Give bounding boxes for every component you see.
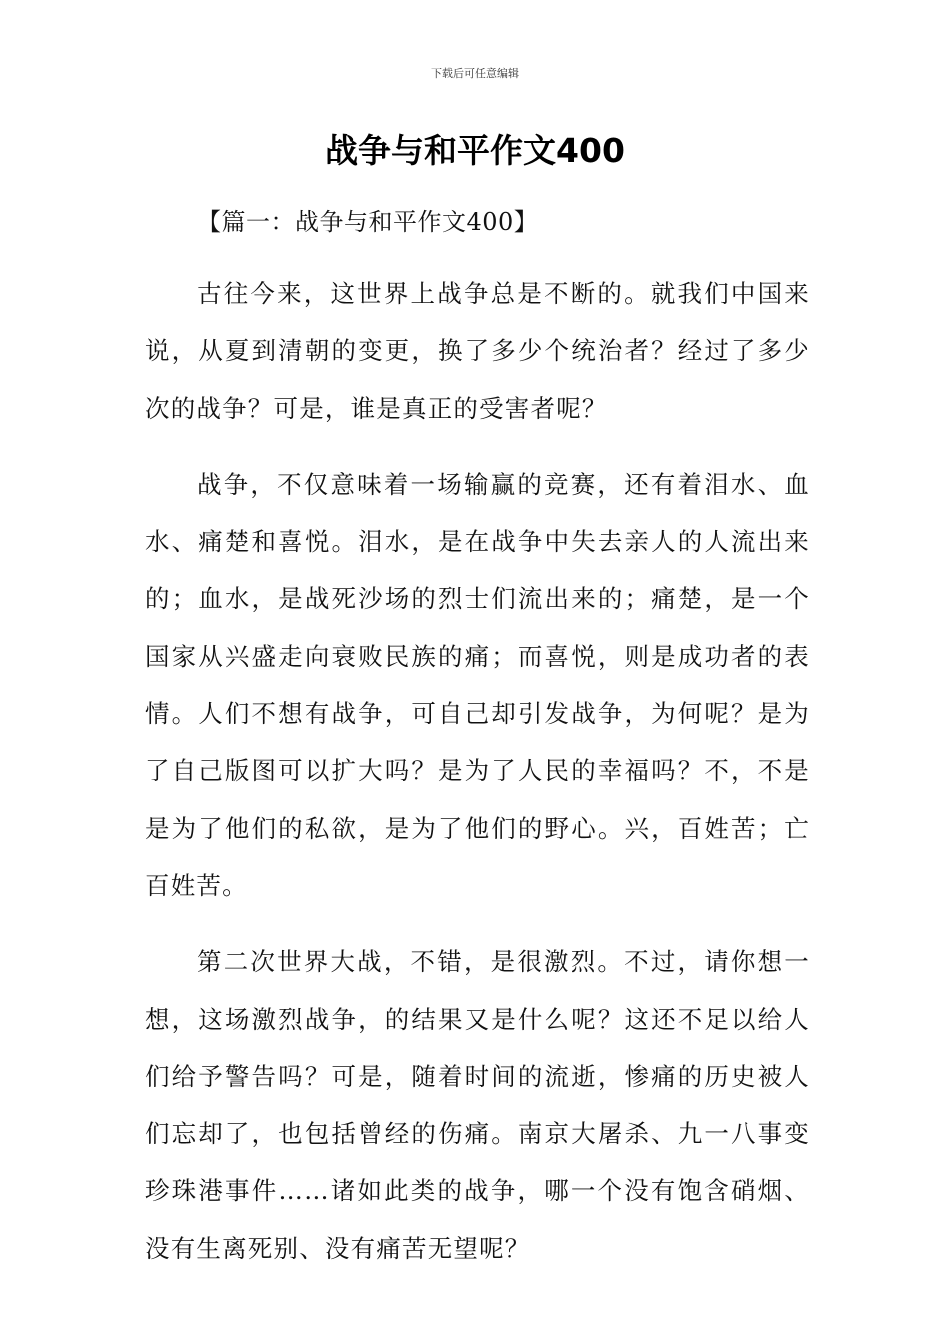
section-heading: 【篇一：战争与和平作文400】	[197, 208, 539, 236]
paragraph-2: 战争，不仅意味着一场输赢的竞赛，还有着泪水、血水、痛楚和喜悦。泪水，是在战争中失去亲人的人流出来的；血水，是战死沙场的烈士们流出来的；痛楚，是一个国家从兴盛走向衰败民族的痛；而喜悦，则是成功者的表情。人们不想有战争，可自己却引发战争，为何呢？是为了自己版图可以扩大吗？是为了人民的幸福吗？不，不是是为了他们的私欲，是为了他们的野心。兴，百姓苦；亡百姓苦。	[145, 469, 810, 900]
document-title: 战争与和平作文400	[325, 131, 625, 170]
paragraph-1: 古往今来，这世界上战争总是不断的。就我们中国来说，从夏到清朝的变更，换了多少个统治者？经过了多少次的战争？可是，谁是真正的受害者呢？	[145, 279, 810, 423]
page-header-note: 下载后可任意编辑	[431, 67, 519, 80]
paragraph-3: 第二次世界大战，不错，是很激烈。不过，请你想一想，这场激烈战争，的结果又是什么呢？这还不足以给人们给予警告吗？可是，随着时间的流逝，惨痛的历史被人们忘却了，也包括曾经的伤痛。南京大屠杀、九一八事变珍珠港事件……诸如此类的战争，哪一个没有饱含硝烟、没有生离死别、没有痛苦无望呢？	[145, 947, 810, 1263]
document-body	[145, 201, 810, 1296]
